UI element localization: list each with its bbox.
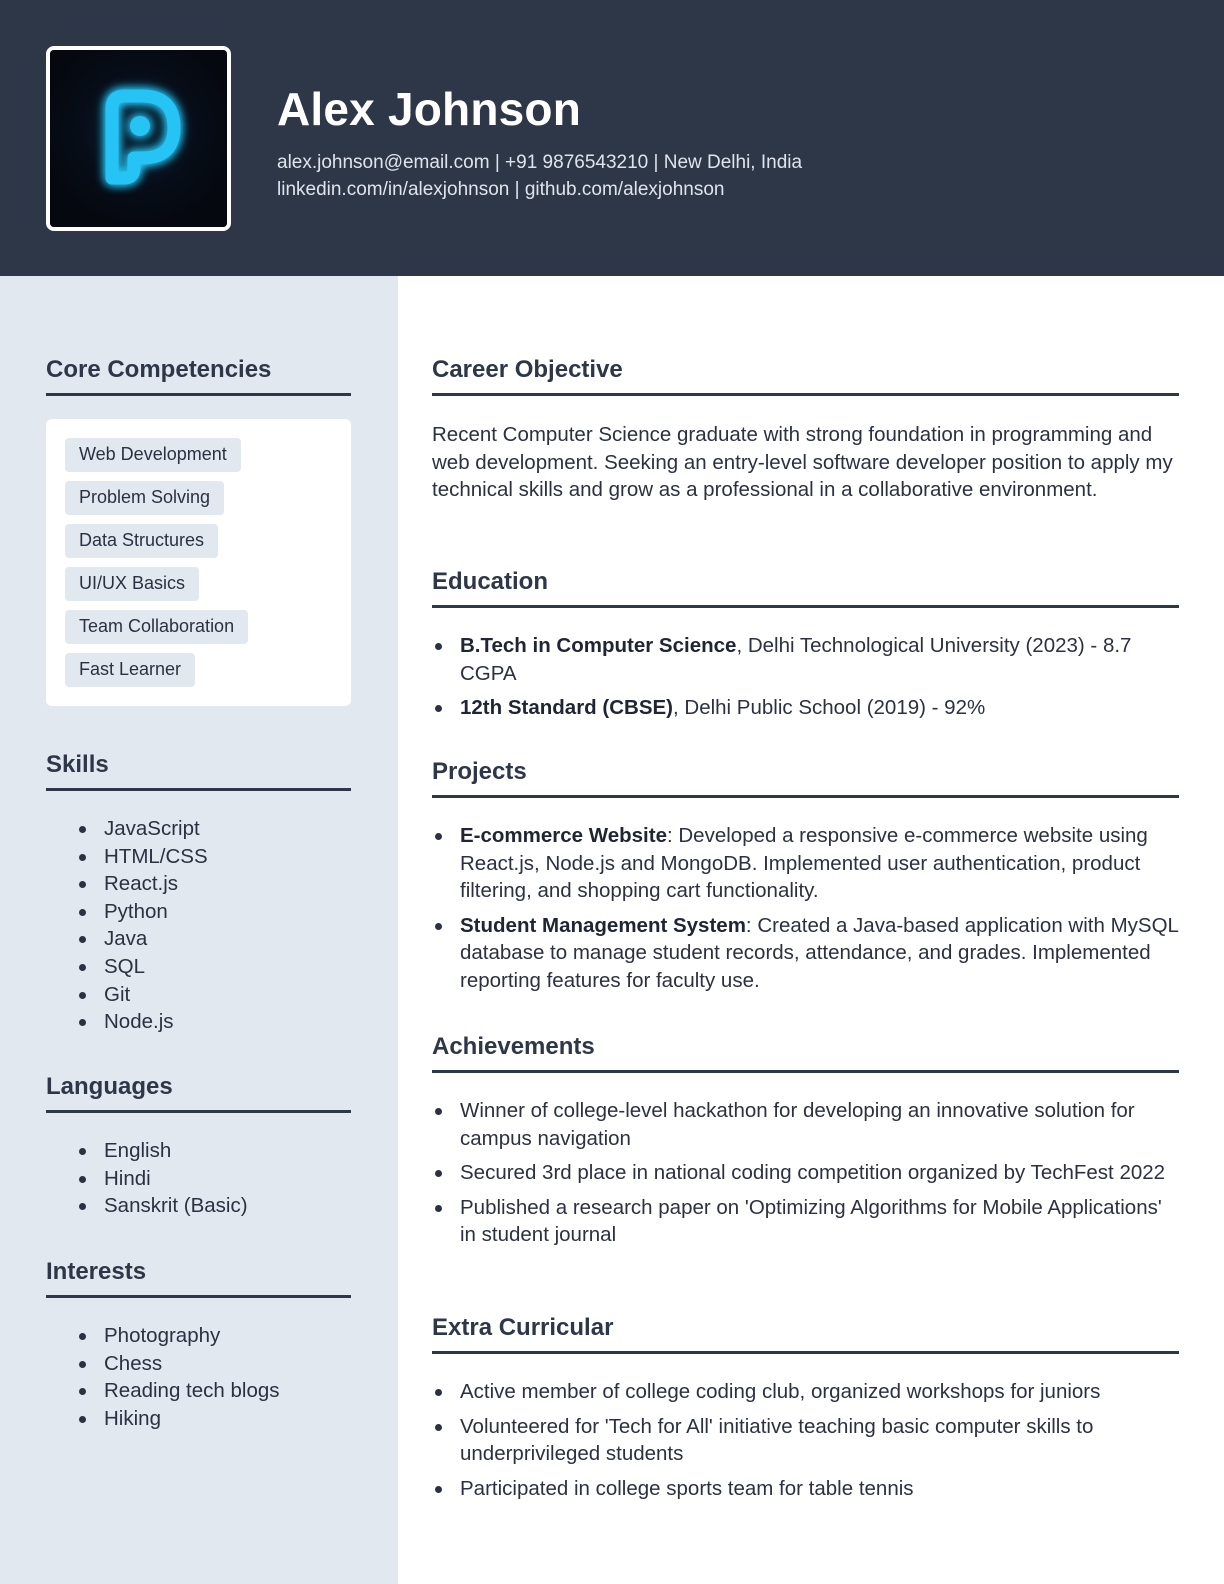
- competency-tag: Problem Solving: [65, 481, 224, 515]
- education-section: [432, 568, 1179, 729]
- section-title-competencies: Core Competencies: [46, 356, 351, 396]
- list-item: [432, 822, 1179, 905]
- competency-tag: Web Development: [65, 438, 241, 472]
- skills-section: [46, 751, 351, 1036]
- list-item: Photography: [79, 1322, 351, 1350]
- list-item: Sanskrit (Basic): [79, 1192, 351, 1220]
- section-title-languages: Languages: [46, 1073, 351, 1113]
- glowing-p-logo-icon: [50, 50, 227, 227]
- achievements-list: [432, 1097, 1179, 1249]
- list-item: React.js: [79, 870, 351, 898]
- project-detail: : Developed a responsive e-commerce website using React.js, Node.js and MongoDB. Implemented user authentication, product filtering, and shopping cart functionality.: [460, 824, 1148, 903]
- list-item: Secured 3rd place in national coding competition organized by TechFest 2022: [432, 1159, 1179, 1187]
- education-detail: , Delhi Technological University (2023) - 8.7 CGPA: [460, 634, 1132, 685]
- objective-section: [432, 356, 1179, 504]
- competency-tag: Team Collaboration: [65, 610, 248, 644]
- project-name: Student Management System: [460, 913, 746, 937]
- list-item: Winner of college-level hackathon for developing an innovative solution for campus navigation: [432, 1097, 1179, 1152]
- extra-curricular-section: [432, 1314, 1179, 1509]
- list-item: English: [79, 1137, 351, 1165]
- sidebar: [0, 276, 398, 1584]
- section-title-extra-curricular: Extra Curricular: [432, 1314, 1179, 1354]
- projects-section: [432, 758, 1179, 1002]
- section-title-objective: Career Objective: [432, 356, 1179, 396]
- competency-tag: Data Structures: [65, 524, 218, 558]
- profile-logo: [46, 46, 231, 231]
- education-degree: 12th Standard (CBSE): [460, 696, 673, 720]
- list-item: Hindi: [79, 1165, 351, 1193]
- skills-list: [46, 815, 351, 1036]
- main-content: [398, 276, 1224, 1584]
- objective-text: Recent Computer Science graduate with strong foundation in programming and web development. Seeking an entry-level software developer position to apply my technical skills and grow as a professional in a collaborative environment.: [432, 423, 1173, 502]
- list-item: SQL: [79, 953, 351, 981]
- list-item: JavaScript: [79, 815, 351, 843]
- section-title-achievements: Achievements: [432, 1033, 1179, 1073]
- list-item: Hiking: [79, 1405, 351, 1433]
- list-item: Reading tech blogs: [79, 1377, 351, 1405]
- list-item: [432, 694, 1179, 722]
- contact-line-email-phone-location: alex.johnson@email.com | +91 9876543210 | New Delhi, India: [277, 152, 803, 173]
- project-name: E-commerce Website: [460, 824, 667, 847]
- list-item: [432, 912, 1179, 995]
- list-item: Node.js: [79, 1008, 351, 1036]
- section-title-projects: Projects: [432, 758, 1179, 798]
- contact-info: [277, 149, 802, 203]
- competencies-section: [46, 356, 351, 706]
- projects-list: [432, 822, 1179, 995]
- competencies-box: [46, 419, 351, 706]
- interests-section: [46, 1258, 351, 1432]
- section-title-skills: Skills: [46, 751, 351, 791]
- project-detail: : Created a Java-based application with MySQL database to manage student records, attendance, and grades. Implemented reporting features for faculty use.: [460, 913, 1179, 992]
- list-item: Participated in college sports team for table tennis: [432, 1475, 1179, 1503]
- languages-list: [46, 1137, 351, 1220]
- resume-header: [0, 0, 1224, 276]
- contact-line-profiles: linkedin.com/in/alexjohnson | github.com/alexjohnson: [277, 179, 725, 200]
- competency-tag: UI/UX Basics: [65, 567, 199, 601]
- list-item: Git: [79, 981, 351, 1009]
- education-list: [432, 632, 1179, 722]
- list-item: Published a research paper on 'Optimizing Algorithms for Mobile Applications' in student journal: [432, 1194, 1179, 1249]
- list-item: HTML/CSS: [79, 843, 351, 871]
- section-title-education: Education: [432, 568, 1179, 608]
- list-item: Python: [79, 898, 351, 926]
- section-title-interests: Interests: [46, 1258, 351, 1298]
- candidate-name: Alex Johnson: [277, 83, 582, 135]
- education-detail: , Delhi Public School (2019) - 92%: [673, 696, 986, 720]
- competency-tag: Fast Learner: [65, 653, 195, 687]
- list-item: Volunteered for 'Tech for All' initiative teaching basic computer skills to underprivileged students: [432, 1413, 1179, 1468]
- interests-list: [46, 1322, 351, 1432]
- list-item: [432, 632, 1179, 687]
- languages-section: [46, 1073, 351, 1220]
- list-item: Chess: [79, 1350, 351, 1378]
- list-item: Active member of college coding club, organized workshops for juniors: [432, 1378, 1179, 1406]
- education-degree: B.Tech in Computer Science: [460, 634, 737, 657]
- achievements-section: [432, 1033, 1179, 1256]
- extra-curricular-list: [432, 1378, 1179, 1502]
- list-item: Java: [79, 925, 351, 953]
